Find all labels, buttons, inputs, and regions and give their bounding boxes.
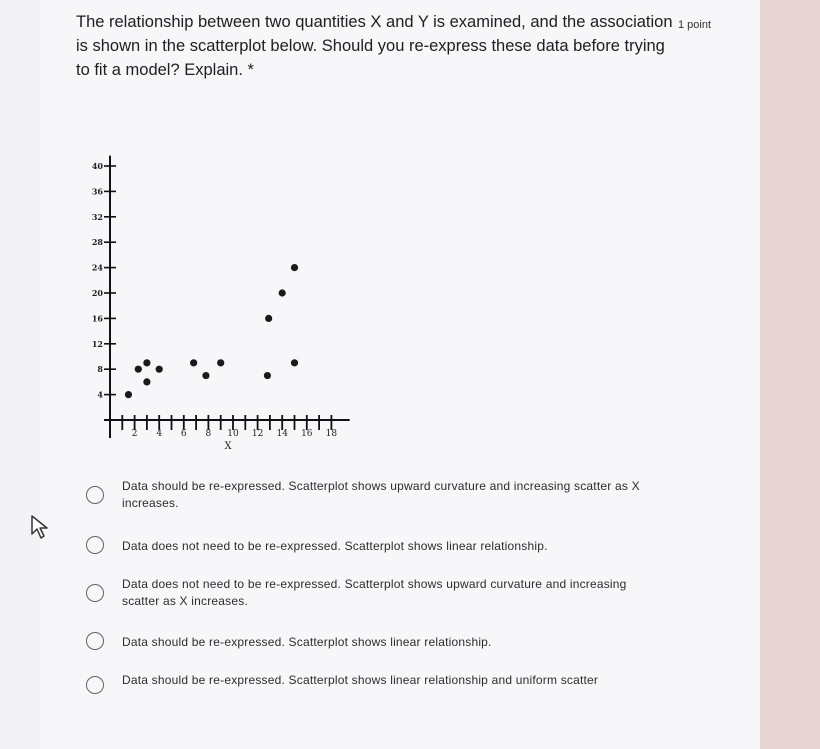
data-point [264, 372, 271, 379]
data-point [125, 391, 132, 398]
points-label: 1 point [678, 19, 712, 31]
radio-button[interactable] [86, 584, 104, 602]
data-point [265, 315, 272, 322]
option-2[interactable] [86, 534, 686, 558]
option-label: Data should be re-expressed. Scatterplot shows linear relationship. [122, 635, 492, 649]
y-tick-label: 16 [91, 313, 103, 324]
radio-button[interactable] [86, 536, 104, 554]
data-point [291, 359, 298, 366]
x-tick-label: 18 [325, 429, 338, 439]
data-point [135, 366, 142, 373]
option-1[interactable] [86, 472, 686, 512]
y-tick-label: 8 [97, 364, 103, 375]
x-tick-label: 10 [227, 429, 239, 439]
radio-button[interactable] [86, 486, 104, 504]
x-tick-label: 14 [276, 429, 288, 439]
x-tick-label: 4 [156, 429, 163, 439]
data-point [143, 378, 150, 385]
question-title [76, 10, 676, 82]
y-tick-label: 28 [91, 237, 103, 248]
data-point [143, 359, 150, 366]
data-point [279, 289, 286, 296]
x-tick-label: 2 [131, 429, 138, 439]
option-label: Data does not need to be re-expressed. Scatterplot shows upward curvature and increasing scatter as X increases. [122, 577, 627, 608]
page-background-edge [760, 0, 820, 749]
y-tick-label: 20 [91, 288, 103, 298]
radio-button[interactable] [86, 676, 104, 694]
scatterplot [70, 150, 370, 460]
option-5[interactable] [86, 668, 686, 708]
option-label: Data does not need to be re-expressed. Scatterplot shows linear relationship. [122, 539, 548, 553]
data-point [217, 359, 224, 366]
option-label: Data should be re-expressed. Scatterplot shows upward curvature and increasing scatter as X increases. [122, 479, 640, 510]
x-tick-label: 16 [301, 429, 313, 439]
option-4[interactable] [86, 630, 686, 654]
question-text: The relationship between two quantities X and Y is examined, and the association is shown in the scatterplot below. Should you re-express these data before trying to fit a model? Explain. [76, 13, 673, 79]
data-point [190, 359, 197, 366]
x-axis-label: X [224, 441, 232, 452]
required-marker: * [247, 61, 254, 79]
data-point [202, 372, 209, 379]
x-tick-label: 12 [251, 429, 264, 439]
option-label: Data should be re-expressed. Scatterplot shows linear relationship and uniform scatter [122, 673, 599, 687]
data-point [156, 366, 163, 373]
data-point [291, 264, 298, 271]
y-tick-label: 4 [97, 389, 103, 400]
option-3[interactable] [86, 572, 686, 612]
radio-button[interactable] [86, 632, 104, 650]
y-tick-label: 24 [91, 262, 103, 273]
mouse-pointer-icon [30, 514, 50, 540]
y-tick-label: 36 [91, 186, 103, 197]
y-tick-label: 32 [91, 211, 103, 222]
x-tick-label: 6 [180, 429, 187, 439]
y-tick-label: 40 [91, 161, 103, 171]
y-tick-label: 12 [91, 338, 103, 349]
x-tick-label: 8 [205, 429, 212, 439]
